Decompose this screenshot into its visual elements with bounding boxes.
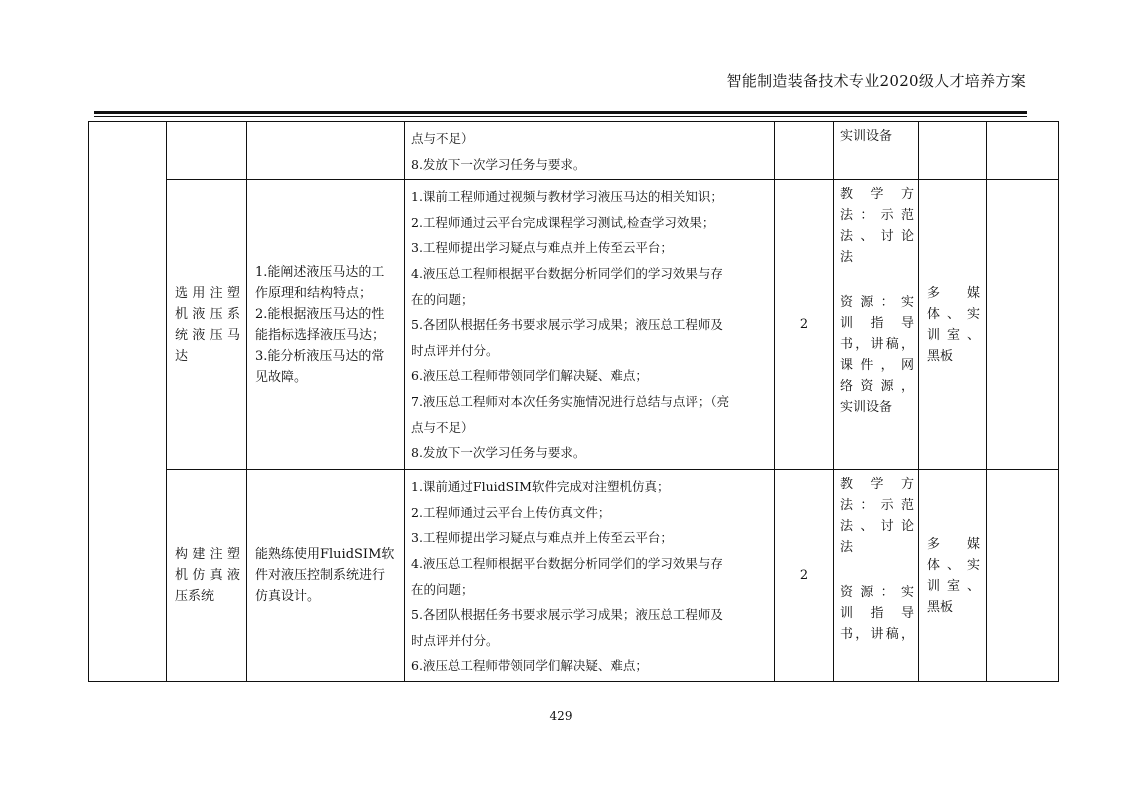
step-line: 4.液压总工程师根据平台数据分析同学们的学习效果与存 — [411, 265, 723, 281]
method-cell: 实训设备 — [834, 122, 919, 180]
step-line: 在的问题； — [411, 581, 474, 597]
media-cell — [919, 122, 987, 180]
goal-line: 能指标选择液压马达； — [255, 327, 386, 343]
topic-line: 达 — [175, 348, 189, 364]
steps-cell — [405, 470, 775, 682]
media-line: 体、实 — [927, 557, 980, 573]
step-line: 2.工程师通过云平台上传仿真文件； — [411, 504, 611, 520]
goal-line: 件对液压控制系统进行 — [255, 568, 386, 584]
resource-line: 实训设备 — [840, 400, 893, 416]
method-line: 法 — [840, 540, 854, 556]
step-line: 1.课前通过FluidSIM软件完成对注塑机仿真； — [411, 479, 670, 495]
notes-cell — [987, 180, 1059, 470]
step-line: 5.各团队根据任务书要求展示学习成果；液压总工程师及 — [411, 317, 723, 333]
step-line: 时点评并付分。 — [411, 342, 499, 358]
method-cell — [834, 180, 919, 470]
step-line: 5.各团队根据任务书要求展示学习成果；液压总工程师及 — [411, 607, 723, 623]
goal-line: 作原理和结构特点； — [255, 285, 373, 301]
method-line: 法、讨论 — [840, 229, 914, 245]
resource-line: 书，讲稿， — [840, 627, 914, 643]
resource-line: 资源：实 — [840, 585, 914, 601]
step-line: 3.工程师提出学习疑点与难点并上传至云平台； — [411, 530, 673, 546]
step-line: 2.工程师通过云平台完成课程学习测试,检查学习效果； — [411, 214, 715, 230]
method-line: 法：示范 — [840, 498, 914, 514]
method-line: 教 学 方 — [840, 187, 914, 203]
topic-line: 选用注塑 — [175, 285, 240, 301]
media-line: 多 媒 — [927, 285, 980, 301]
topic-line: 机液压系 — [175, 306, 240, 322]
header-rule-thick — [94, 111, 1027, 114]
method-line: 法、讨论 — [840, 519, 914, 535]
goal-cell — [247, 122, 405, 180]
topic-line: 机仿真液 — [175, 568, 240, 584]
media-line: 训室、 — [927, 327, 980, 343]
hours-cell: 2 — [775, 180, 834, 470]
resource-line: 课件，网 — [840, 358, 914, 374]
resource-line: 训 指 导 — [840, 606, 914, 622]
goal-line: 仿真设计。 — [255, 589, 321, 605]
spacer — [840, 268, 914, 292]
table-row-continuation — [89, 122, 1059, 180]
media-line: 黑板 — [927, 348, 954, 364]
resource-line: 资源：实 — [840, 295, 914, 311]
curriculum-table — [88, 121, 1059, 682]
topic-line: 压系统 — [175, 589, 215, 605]
step-line: 8.发放下一次学习任务与要求。 — [411, 156, 586, 172]
media-cell — [919, 180, 987, 470]
steps-cell — [405, 122, 775, 180]
method-line: 法：示范 — [840, 208, 914, 224]
goal-line: 2.能根据液压马达的性 — [255, 306, 385, 322]
topic-cell — [167, 470, 247, 682]
goal-cell — [247, 470, 405, 682]
resource-line: 书，讲稿， — [840, 337, 914, 353]
page-number: 429 — [549, 709, 573, 723]
step-line: 在的问题； — [411, 291, 474, 307]
header-rule-thin — [94, 116, 1027, 117]
topic-line: 统液压马 — [175, 327, 240, 343]
document-header-title: 智能制造装备技术专业2020级人才培养方案 — [726, 72, 1026, 90]
method-cell — [834, 470, 919, 682]
module-cell — [89, 122, 167, 682]
step-line: 4.液压总工程师根据平台数据分析同学们的学习效果与存 — [411, 555, 723, 571]
step-line: 点与不足） — [411, 419, 474, 435]
resource-line: 络资源， — [840, 379, 914, 395]
media-line: 体、实 — [927, 306, 980, 322]
topic-cell — [167, 180, 247, 470]
method-line: 法 — [840, 250, 854, 266]
topic-cell — [167, 122, 247, 180]
step-line: 3.工程师提出学习疑点与难点并上传至云平台； — [411, 240, 673, 256]
notes-cell — [987, 470, 1059, 682]
notes-cell — [987, 122, 1059, 180]
step-line: 1.课前工程师通过视频与教材学习液压马达的相关知识； — [411, 189, 723, 205]
resource-line: 训 指 导 — [840, 316, 914, 332]
goal-line: 1.能阐述液压马达的工 — [255, 264, 385, 280]
goal-cell — [247, 180, 405, 470]
steps-cell — [405, 180, 775, 470]
table-row — [89, 470, 1059, 682]
method-line: 教 学 方 — [840, 477, 914, 493]
goal-line: 3.能分析液压马达的常 — [255, 348, 385, 364]
goal-line: 见故障。 — [255, 369, 308, 385]
step-line: 6.液压总工程师带领同学们解决疑、难点； — [411, 368, 648, 384]
spacer — [840, 558, 914, 582]
media-line: 训室、 — [927, 578, 980, 594]
step-line: 8.发放下一次学习任务与要求。 — [411, 445, 586, 461]
step-line: 时点评并付分。 — [411, 632, 499, 648]
media-line: 黑板 — [927, 599, 954, 615]
media-line: 多 媒 — [927, 536, 980, 552]
topic-line: 构建注塑 — [175, 547, 240, 563]
step-line: 6.液压总工程师带领同学们解决疑、难点； — [411, 658, 648, 674]
hours-cell — [775, 122, 834, 180]
goal-line: 能熟练使用FluidSIM软 — [255, 547, 395, 563]
media-cell — [919, 470, 987, 682]
step-line: 7.液压总工程师对本次任务实施情况进行总结与点评；（亮 — [411, 393, 730, 409]
step-line: 点与不足） — [411, 131, 474, 146]
table-row — [89, 180, 1059, 470]
hours-cell: 2 — [775, 470, 834, 682]
